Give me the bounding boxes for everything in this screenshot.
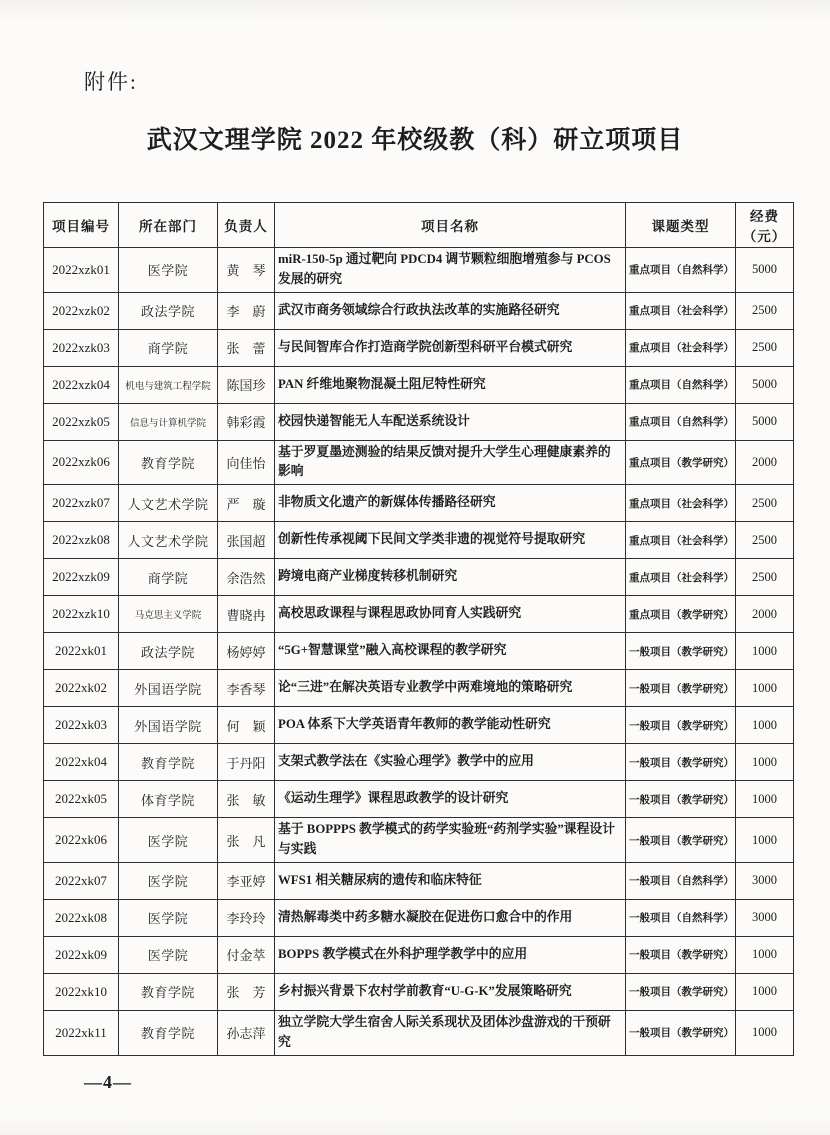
- cell-project-name: “5G+智慧课堂”融入高校课程的教学研究: [275, 633, 626, 670]
- cell-leader: 严 璇: [218, 485, 275, 522]
- cell-fund: 1000: [736, 670, 794, 707]
- cell-department: 外国语学院: [119, 670, 218, 707]
- cell-leader: 余浩然: [218, 559, 275, 596]
- cell-project-id: 2022xzk03: [44, 329, 119, 366]
- cell-project-type: 一般项目（自然科学）: [626, 899, 736, 936]
- cell-project-id: 2022xk06: [44, 818, 119, 863]
- cell-project-type: 重点项目（自然科学）: [626, 366, 736, 403]
- cell-leader: 张 蕾: [218, 329, 275, 366]
- cell-leader: 陈国珍: [218, 366, 275, 403]
- cell-department: 政法学院: [119, 292, 218, 329]
- cell-project-type: 一般项目（教学研究）: [626, 707, 736, 744]
- cell-fund: 1000: [736, 633, 794, 670]
- cell-project-name: 独立学院大学生宿舍人际关系现状及团体沙盘游戏的干预研究: [275, 1010, 626, 1055]
- cell-fund: 2500: [736, 485, 794, 522]
- cell-department: 医学院: [119, 248, 218, 293]
- cell-project-type: 一般项目（教学研究）: [626, 744, 736, 781]
- cell-project-id: 2022xk07: [44, 862, 119, 899]
- cell-project-type: 一般项目（教学研究）: [626, 973, 736, 1010]
- table-row: [44, 818, 794, 863]
- cell-leader: 杨婷婷: [218, 633, 275, 670]
- cell-department: 教育学院: [119, 973, 218, 1010]
- cell-project-type: 一般项目（教学研究）: [626, 1010, 736, 1055]
- cell-leader: 孙志萍: [218, 1010, 275, 1055]
- table-row: [44, 899, 794, 936]
- cell-project-type: 一般项目（教学研究）: [626, 936, 736, 973]
- cell-project-id: 2022xk10: [44, 973, 119, 1010]
- cell-project-id: 2022xzk01: [44, 248, 119, 293]
- table-row: [44, 633, 794, 670]
- cell-fund: 2000: [736, 596, 794, 633]
- table-header-row: [44, 203, 794, 248]
- table-row: [44, 973, 794, 1010]
- cell-project-name: 与民间智库合作打造商学院创新型科研平台模式研究: [275, 329, 626, 366]
- cell-project-name: 论“三进”在解决英语专业教学中两难境地的策略研究: [275, 670, 626, 707]
- cell-project-type: 重点项目（社会科学）: [626, 292, 736, 329]
- cell-leader: 张 敏: [218, 781, 275, 818]
- table-row: [44, 670, 794, 707]
- cell-fund: 1000: [736, 973, 794, 1010]
- projects-table: [43, 202, 794, 1056]
- cell-department: 外国语学院: [119, 707, 218, 744]
- cell-project-type: 重点项目（自然科学）: [626, 248, 736, 293]
- cell-project-name: 创新性传承视阈下民间文学类非遗的视觉符号提取研究: [275, 522, 626, 559]
- cell-project-name: 基于罗夏墨迹测验的结果反馈对提升大学生心理健康素养的影响: [275, 440, 626, 485]
- cell-fund: 1000: [736, 707, 794, 744]
- cell-leader: 黄 琴: [218, 248, 275, 293]
- cell-leader: 李玲玲: [218, 899, 275, 936]
- cell-project-name: 非物质文化遗产的新媒体传播路径研究: [275, 485, 626, 522]
- cell-fund: 5000: [736, 248, 794, 293]
- cell-department: 医学院: [119, 936, 218, 973]
- cell-project-name: 《运动生理学》课程思政教学的设计研究: [275, 781, 626, 818]
- cell-project-id: 2022xzk05: [44, 403, 119, 440]
- table-row: [44, 440, 794, 485]
- table-body: [44, 248, 794, 1056]
- table-row: [44, 522, 794, 559]
- table-row: [44, 403, 794, 440]
- cell-department: 教育学院: [119, 1010, 218, 1055]
- cell-fund: 5000: [736, 403, 794, 440]
- cell-project-name: 基于 BOPPPS 教学模式的药学实验班“药剂学实验”课程设计与实践: [275, 818, 626, 863]
- page-number: —4—: [84, 1071, 132, 1092]
- cell-fund: 1000: [736, 1010, 794, 1055]
- cell-fund: 2500: [736, 522, 794, 559]
- cell-project-type: 重点项目（社会科学）: [626, 485, 736, 522]
- cell-leader: 张国超: [218, 522, 275, 559]
- cell-project-name: 乡村振兴背景下农村学前教育“U-G-K”发展策略研究: [275, 973, 626, 1010]
- cell-department: 医学院: [119, 818, 218, 863]
- header-project-type: 课题类型: [626, 203, 736, 248]
- cell-department: 机电与建筑工程学院: [119, 366, 218, 403]
- cell-fund: 3000: [736, 899, 794, 936]
- cell-department: 商学院: [119, 559, 218, 596]
- cell-project-name: 支架式教学法在《实验心理学》教学中的应用: [275, 744, 626, 781]
- cell-fund: 2500: [736, 292, 794, 329]
- cell-project-id: 2022xk11: [44, 1010, 119, 1055]
- cell-project-type: 一般项目（教学研究）: [626, 633, 736, 670]
- table-row: [44, 329, 794, 366]
- cell-department: 信息与计算机学院: [119, 403, 218, 440]
- cell-project-type: 重点项目（社会科学）: [626, 329, 736, 366]
- cell-project-type: 一般项目（教学研究）: [626, 818, 736, 863]
- header-leader: 负责人: [218, 203, 275, 248]
- cell-project-id: 2022xzk06: [44, 440, 119, 485]
- cell-leader: 向佳怡: [218, 440, 275, 485]
- cell-leader: 曹晓冉: [218, 596, 275, 633]
- cell-project-id: 2022xk09: [44, 936, 119, 973]
- cell-project-name: 高校思政课程与课程思政协同育人实践研究: [275, 596, 626, 633]
- table-row: [44, 1010, 794, 1055]
- header-department: 所在部门: [119, 203, 218, 248]
- header-fund: 经费（元）: [736, 203, 794, 248]
- cell-project-name: 校园快递智能无人车配送系统设计: [275, 403, 626, 440]
- cell-project-id: 2022xzk08: [44, 522, 119, 559]
- cell-project-type: 一般项目（自然科学）: [626, 862, 736, 899]
- cell-project-name: 跨境电商产业梯度转移机制研究: [275, 559, 626, 596]
- cell-project-id: 2022xk05: [44, 781, 119, 818]
- cell-project-id: 2022xzk10: [44, 596, 119, 633]
- cell-project-type: 重点项目（社会科学）: [626, 559, 736, 596]
- cell-fund: 1000: [736, 936, 794, 973]
- cell-department: 体育学院: [119, 781, 218, 818]
- cell-project-id: 2022xzk07: [44, 485, 119, 522]
- cell-project-name: WFS1 相关糖尿病的遗传和临床特征: [275, 862, 626, 899]
- cell-project-type: 一般项目（教学研究）: [626, 670, 736, 707]
- cell-fund: 3000: [736, 862, 794, 899]
- table-row: [44, 744, 794, 781]
- cell-fund: 5000: [736, 366, 794, 403]
- cell-fund: 2500: [736, 329, 794, 366]
- cell-project-type: 重点项目（教学研究）: [626, 596, 736, 633]
- table-row: [44, 292, 794, 329]
- cell-department: 马克思主义学院: [119, 596, 218, 633]
- cell-project-id: 2022xk04: [44, 744, 119, 781]
- cell-department: 教育学院: [119, 744, 218, 781]
- header-project-id: 项目编号: [44, 203, 119, 248]
- cell-fund: 2000: [736, 440, 794, 485]
- cell-project-type: 重点项目（社会科学）: [626, 522, 736, 559]
- cell-project-name: 清热解毒类中药多糖水凝胶在促进伤口愈合中的作用: [275, 899, 626, 936]
- cell-department: 人文艺术学院: [119, 485, 218, 522]
- cell-leader: 李亚婷: [218, 862, 275, 899]
- cell-project-name: POA 体系下大学英语青年教师的教学能动性研究: [275, 707, 626, 744]
- cell-project-type: 重点项目（自然科学）: [626, 403, 736, 440]
- cell-project-name: PAN 纤维地聚物混凝土阻尼特性研究: [275, 366, 626, 403]
- cell-leader: 于丹阳: [218, 744, 275, 781]
- cell-department: 政法学院: [119, 633, 218, 670]
- cell-leader: 付金萃: [218, 936, 275, 973]
- table-row: [44, 862, 794, 899]
- cell-project-id: 2022xzk04: [44, 366, 119, 403]
- cell-leader: 张 芳: [218, 973, 275, 1010]
- cell-project-id: 2022xk02: [44, 670, 119, 707]
- table-row: [44, 366, 794, 403]
- document-title: 武汉文理学院 2022 年校级教（科）研立项项目: [146, 127, 684, 154]
- cell-project-name: 武汉市商务领域综合行政执法改革的实施路径研究: [275, 292, 626, 329]
- table-row: [44, 707, 794, 744]
- header-project-name: 项目名称: [275, 203, 626, 248]
- cell-fund: 2500: [736, 559, 794, 596]
- cell-project-name: BOPPS 教学模式在外科护理学教学中的应用: [275, 936, 626, 973]
- table-row: [44, 248, 794, 293]
- cell-fund: 1000: [736, 744, 794, 781]
- cell-project-id: 2022xk08: [44, 899, 119, 936]
- cell-project-id: 2022xk03: [44, 707, 119, 744]
- table-row: [44, 596, 794, 633]
- cell-project-id: 2022xzk02: [44, 292, 119, 329]
- cell-fund: 1000: [736, 818, 794, 863]
- cell-department: 人文艺术学院: [119, 522, 218, 559]
- cell-leader: 张 凡: [218, 818, 275, 863]
- table-row: [44, 559, 794, 596]
- table-row: [44, 485, 794, 522]
- cell-department: 商学院: [119, 329, 218, 366]
- cell-department: 医学院: [119, 899, 218, 936]
- table-row: [44, 781, 794, 818]
- attachment-label: 附件:: [84, 70, 138, 94]
- cell-project-name: miR-150-5p 通过靶向 PDCD4 调节颗粒细胞增殖参与 PCOS 发展的研究: [275, 248, 626, 293]
- cell-department: 教育学院: [119, 440, 218, 485]
- cell-project-type: 一般项目（教学研究）: [626, 781, 736, 818]
- cell-fund: 1000: [736, 781, 794, 818]
- cell-project-type: 重点项目（教学研究）: [626, 440, 736, 485]
- cell-leader: 何 颖: [218, 707, 275, 744]
- cell-department: 医学院: [119, 862, 218, 899]
- cell-leader: 韩彩霞: [218, 403, 275, 440]
- table-row: [44, 936, 794, 973]
- cell-leader: 李香琴: [218, 670, 275, 707]
- cell-project-id: 2022xzk09: [44, 559, 119, 596]
- cell-leader: 李 蔚: [218, 292, 275, 329]
- cell-project-id: 2022xk01: [44, 633, 119, 670]
